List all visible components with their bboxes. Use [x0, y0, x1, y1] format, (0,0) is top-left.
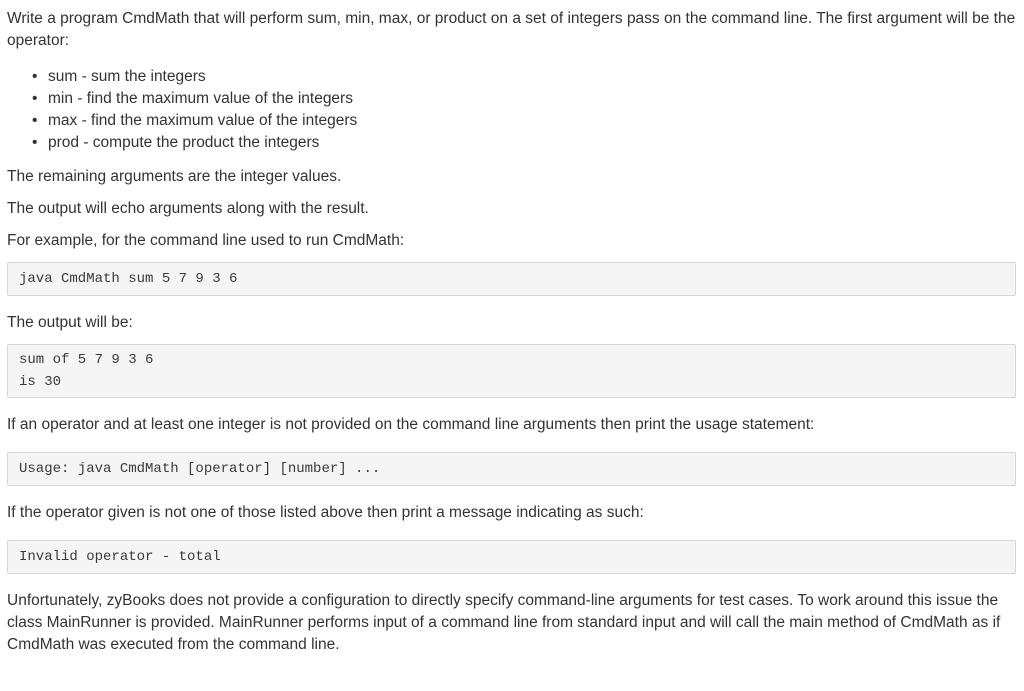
invalid-message-block: Invalid operator - total — [7, 540, 1016, 574]
echo-paragraph: The output will echo arguments along with the result. — [7, 200, 369, 217]
operator-sum: sum - sum the integers — [48, 68, 206, 85]
bullet-icon: • — [32, 68, 38, 85]
invalid-intro-paragraph: If the operator given is not one of those listed above then print a message indicating as such: — [7, 504, 644, 521]
bullet-icon: • — [32, 112, 38, 129]
list-item — [32, 88, 1016, 110]
bullet-icon: • — [32, 134, 38, 151]
closing-paragraph: Unfortunately, zyBooks does not provide a configuration to directly specify command-line arguments for test cases. To work around this issue the class MainRunner is provided. MainRunner performs input of a command line from standard input and will call the main method of CmdMath as if CmdMath was executed from the command line. — [7, 592, 1001, 653]
operator-min: min - find the maximum value of the integers — [48, 90, 353, 107]
output-block — [7, 344, 1016, 398]
remaining-paragraph: The remaining arguments are the integer values. — [7, 168, 342, 185]
list-item — [32, 66, 1016, 88]
list-item — [32, 132, 1016, 154]
output-line: sum of 5 7 9 3 6 — [19, 352, 154, 368]
operator-prod: prod - compute the product the integers — [48, 134, 320, 151]
operator-max: max - find the maximum value of the integers — [48, 112, 358, 129]
intro-paragraph: Write a program CmdMath that will perform sum, min, max, or product on a set of integers pass on the command line. The first argument will be the operator: — [7, 10, 1016, 49]
usage-intro-paragraph: If an operator and at least one integer is not provided on the command line arguments then print the usage statement: — [7, 416, 815, 433]
example-intro-paragraph: For example, for the command line used to run CmdMath: — [7, 232, 405, 249]
list-item — [32, 110, 1016, 132]
output-intro-paragraph: The output will be: — [7, 314, 133, 331]
usage-statement-block: Usage: java CmdMath [operator] [number] ... — [7, 452, 1016, 486]
example-command-block: java CmdMath sum 5 7 9 3 6 — [7, 262, 1016, 296]
operator-list — [7, 66, 1016, 154]
bullet-icon: • — [32, 90, 38, 107]
output-line: is 30 — [19, 374, 62, 390]
